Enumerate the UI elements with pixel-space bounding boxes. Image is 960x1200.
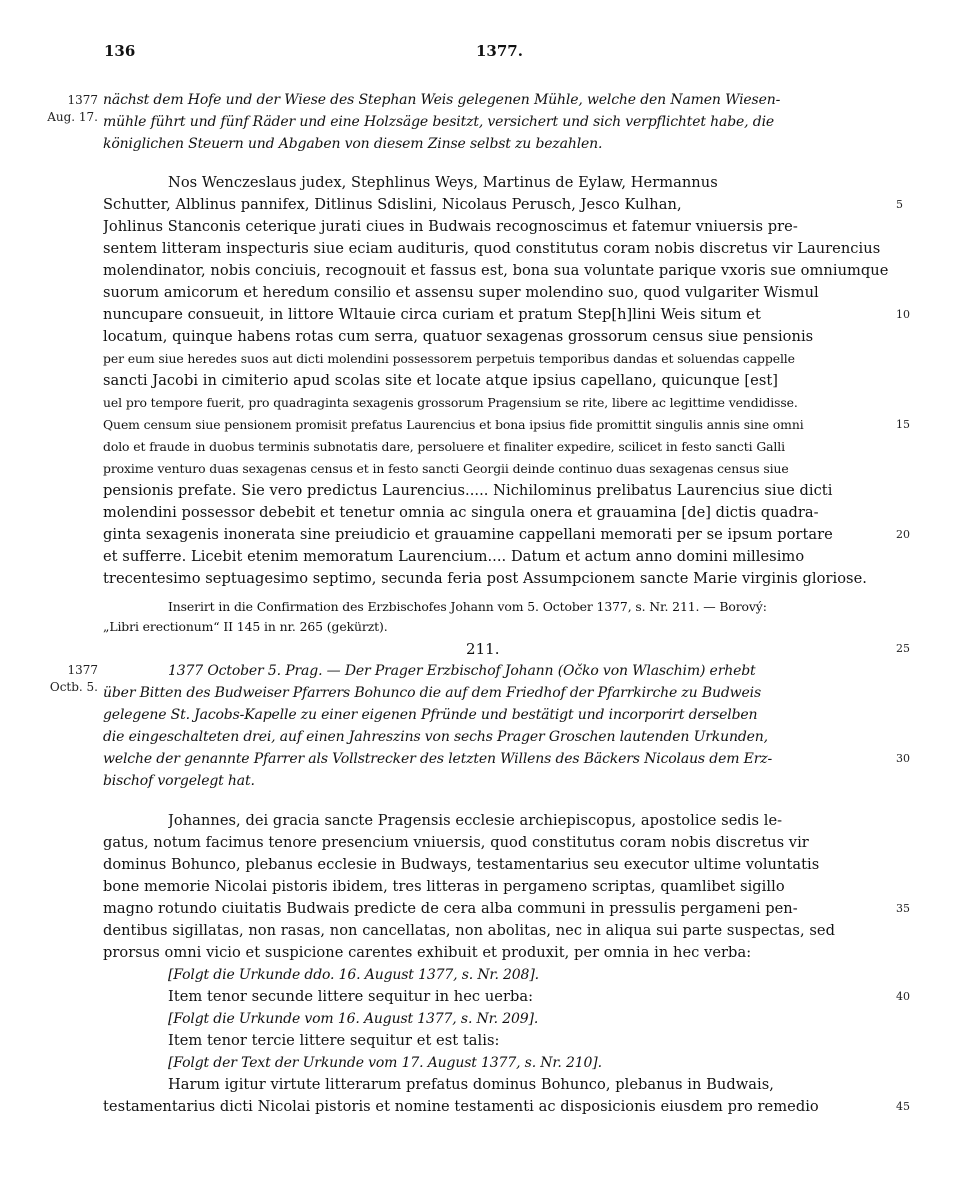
margin-note-line: Aug. 17. bbox=[47, 110, 98, 124]
line-number: 40 bbox=[896, 990, 910, 1003]
text-line: Quem censum siue pensionem promisit prefatus Laurencius et bona ipsius fide promittit singulis annis sine omni bbox=[103, 417, 804, 432]
text-line: ginta sexagenis inonerata sine preiudicio et grauamine cappellani memorati per se ipsum portare bbox=[103, 526, 833, 543]
text-line: über Bitten des Budweiser Pfarrers Bohunco die auf dem Friedhof der Pfarrkirche zu Budweis bbox=[103, 685, 761, 701]
line-number: 45 bbox=[896, 1100, 910, 1113]
line-number: 10 bbox=[896, 308, 910, 321]
text-line: königlichen Steuern und Abgaben von diesem Zinse selbst zu bezahlen. bbox=[103, 136, 603, 152]
text-line: Nos Wenczeslaus judex, Stephlinus Weys, Martinus de Eylaw, Hermannus bbox=[168, 174, 718, 191]
text-line: [Folgt die Urkunde ddo. 16. August 1377, s. Nr. 208]. bbox=[168, 967, 539, 983]
margin-note-line: Octb. 5. bbox=[49, 680, 98, 694]
margin-note-line: 1377 bbox=[67, 93, 98, 107]
margin-date-note bbox=[24, 662, 98, 696]
line-number: 5 bbox=[896, 198, 903, 211]
text-line: Inserirt in die Confirmation des Erzbischofes Johann vom 5. October 1377, s. Nr. 211. — Borový: bbox=[168, 599, 767, 614]
running-year: 1377. bbox=[476, 42, 523, 60]
text-line: trecentesimo septuagesimo septimo, secunda feria post Assumpcionem sancte Marie virginis gloriose. bbox=[103, 570, 867, 587]
margin-note-line: 1377 bbox=[67, 663, 98, 677]
line-number: 20 bbox=[896, 528, 910, 541]
text-line: dominus Bohunco, plebanus ecclesie in Budways, testamentarius seu executor ultime voluntatis bbox=[103, 856, 820, 873]
text-line: suorum amicorum et heredum consilio et assensu super molendino suo, quod vulgariter Wismul bbox=[103, 284, 819, 301]
text-line: molendini possessor debebit et tenetur omnia ac singula onera et grauamina [de] dictis quadra- bbox=[103, 504, 819, 521]
text-line: dentibus sigillatas, non rasas, non cancellatas, non abolitas, nec in aliqua sui parte suspectas, sed bbox=[103, 922, 835, 939]
page-number: 136 bbox=[104, 42, 136, 60]
line-number: 15 bbox=[896, 418, 910, 431]
text-line: welche der genannte Pfarrer als Vollstrecker des letzten Willens des Bäckers Nicolaus dem Erz- bbox=[103, 751, 773, 767]
text-line: nuncupare consueuit, in littore Wltauie circa curiam et pratum Step[h]lini Weis situm et bbox=[103, 306, 761, 323]
text-line: Schutter, Alblinus pannifex, Ditlinus Sdislini, Nicolaus Perusch, Jesco Kulhan, bbox=[103, 196, 682, 213]
text-line: Johannes, dei gracia sancte Pragensis ecclesie archiepiscopus, apostolice sedis le- bbox=[168, 812, 783, 829]
text-line: pensionis prefate. Sie vero predictus Laurencius..... Nichilominus prelibatus Laurencius siue dicti bbox=[103, 482, 833, 499]
page-header bbox=[104, 42, 892, 64]
text-line: sentem litteram inspecturis siue eciam audituris, quod constitutus coram nobis discretus vir Laurencius bbox=[103, 240, 881, 257]
text-line: magno rotundo ciuitatis Budwais predicte de cera alba communi in pressulis pergameni pen- bbox=[103, 900, 798, 917]
text-line: proxime venturo duas sexagenas census et in festo sancti Georgii deinde continuo duas sexagenas census siue bbox=[103, 461, 789, 476]
line-number: 35 bbox=[896, 902, 910, 915]
text-line: molendinator, nobis conciuis, recognouit et fassus est, bona sua voluntate parique vxoris sue omniumque bbox=[103, 262, 889, 279]
line-number: 25 bbox=[896, 642, 910, 655]
text-line: per eum siue heredes suos aut dicti molendini possessorem perpetuis temporibus dandas et soluendas cappelle bbox=[103, 351, 795, 366]
text-line: bone memorie Nicolai pistoris ibidem, tres litteras in pergameno scriptas, quamlibet sigillo bbox=[103, 878, 785, 895]
text-line: Harum igitur virtute litterarum prefatus dominus Bohunco, plebanus in Budwais, bbox=[168, 1076, 774, 1093]
text-line: dolo et fraude in duobus terminis subnotatis dare, persoluere et finaliter expedire, scilicet in festo sancti Galli bbox=[103, 439, 785, 454]
text-line: gatus, notum facimus tenore presencium vniuersis, quod constitutus coram nobis discretus vir bbox=[103, 834, 809, 851]
text-line: die eingeschalteten drei, auf einen Jahreszins von sechs Prager Groschen lautenden Urkunden, bbox=[103, 729, 768, 745]
text-line: „Libri erectionum“ II 145 in nr. 265 (gekürzt). bbox=[103, 619, 388, 634]
margin-date-note bbox=[24, 92, 98, 126]
text-line: Item tenor tercie littere sequitur et est talis: bbox=[168, 1032, 500, 1049]
line-number: 30 bbox=[896, 752, 910, 765]
text-line: 211. bbox=[466, 640, 500, 658]
text-line: Johlinus Stanconis ceterique jurati ciues in Budwais recognoscimus et fatemur vniuersis pre- bbox=[103, 218, 798, 235]
text-line: gelegene St. Jacobs-Kapelle zu einer eigenen Pfründe und bestätigt und incorporirt derselben bbox=[103, 707, 758, 723]
text-line: [Folgt die Urkunde vom 16. August 1377, s. Nr. 209]. bbox=[168, 1011, 539, 1027]
text-line: testamentarius dicti Nicolai pistoris et nomine testamenti ac disposicionis eiusdem pro remedio bbox=[103, 1098, 819, 1115]
text-line: mühle führt und fünf Räder und eine Holzsäge besitzt, versichert und sich verpflichtet habe, die bbox=[103, 114, 775, 130]
text-line: sancti Jacobi in cimiterio apud scolas site et locate atque ipsius capellano, quicunque [est] bbox=[103, 372, 779, 389]
text-line: prorsus omni vicio et suspicione carentes exhibuit et produxit, per omnia in hec verba: bbox=[103, 944, 752, 961]
text-line: uel pro tempore fuerit, pro quadraginta sexagenis grossorum Pragensium se rite, libere ac legittime vendidisse. bbox=[103, 395, 798, 410]
text-line: locatum, quinque habens rotas cum serra, quatuor sexagenas grossorum census siue pensionis bbox=[103, 328, 814, 345]
text-line: Item tenor secunde littere sequitur in hec uerba: bbox=[168, 988, 534, 1005]
text-line: bischof vorgelegt hat. bbox=[103, 773, 255, 789]
text-line: et sufferre. Licebit etenim memoratum Laurencium.... Datum et actum anno domini millesimo bbox=[103, 548, 805, 565]
text-line: [Folgt der Text der Urkunde vom 17. August 1377, s. Nr. 210]. bbox=[168, 1055, 602, 1071]
text-line: nächst dem Hofe und der Wiese des Stephan Weis gelegenen Mühle, welche den Namen Wiesen- bbox=[103, 92, 781, 108]
text-line: 1377 October 5. Prag. — Der Prager Erzbischof Johann (Očko von Wlaschim) erhebt bbox=[168, 663, 756, 679]
